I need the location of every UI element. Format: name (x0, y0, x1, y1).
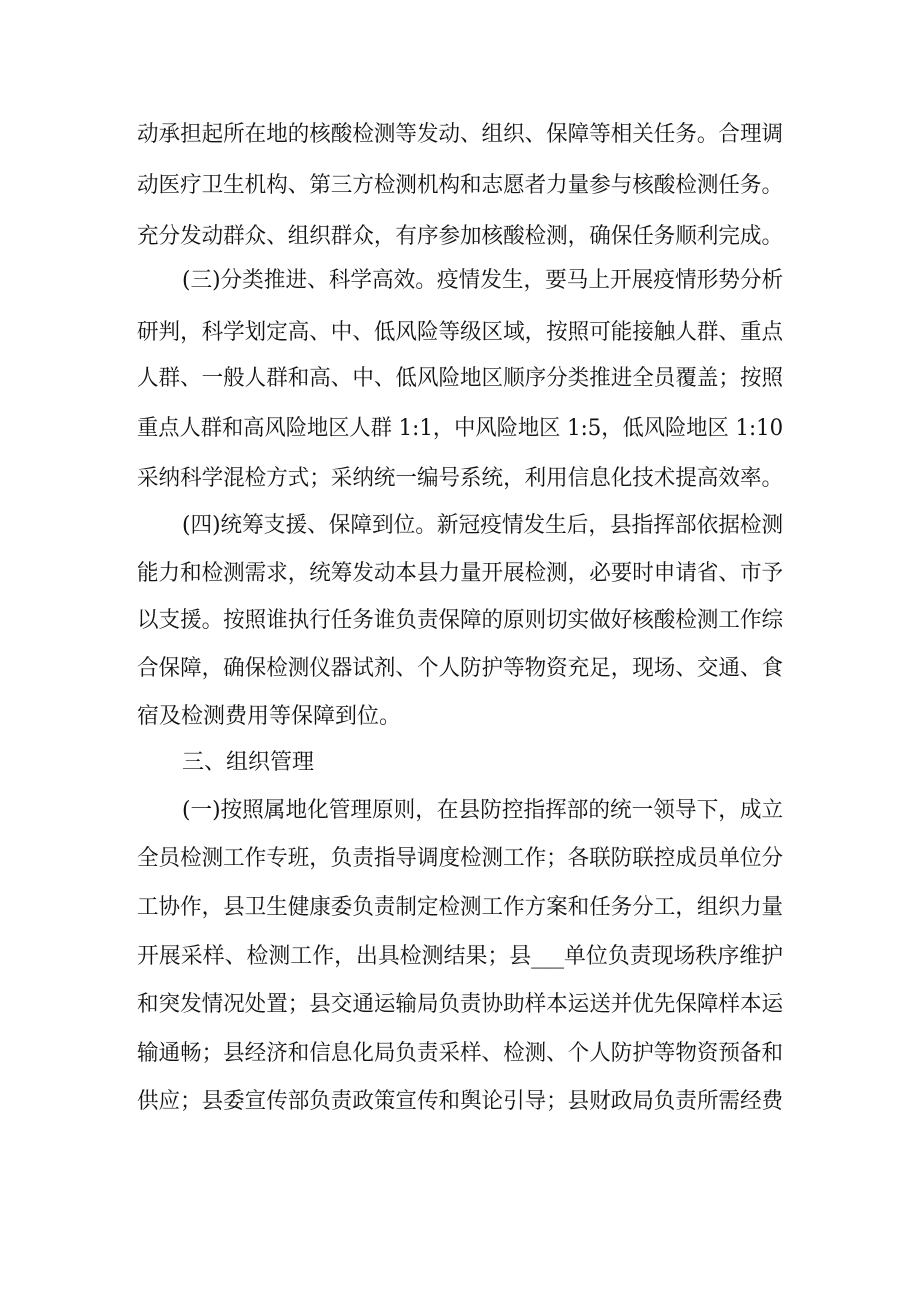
text-line: 能力和检测需求，统筹发动本县力量开展检测，必要时申请省、市予 (137, 561, 784, 586)
text-line: 研判，科学划定高、中、低风险等级区域，按照可能接触人群、重点 (137, 320, 784, 345)
section-heading: 三、组织管理 (182, 750, 315, 775)
text-line: 重点人群和高风险地区人群 1:1，中风险地区 1:5，低风险地区 1:10 (137, 416, 784, 441)
paragraph-heading: (三)分类推进、科学高效。疫情发生，要马上开展疫情形势分析 (182, 268, 784, 293)
text-line: 合保障，确保检测仪器试剂、个人防护等物资充足，现场、交通、食 (137, 656, 784, 681)
text-line: 供应；县委宣传部负责政策宣传和舆论引导；县财政局负责所需经费 (137, 1089, 784, 1114)
text-line: 采纳科学混检方式；采纳统一编号系统，利用信息化技术提高效率。 (137, 466, 784, 491)
text-line: 输通畅；县经济和信息化局负责采样、检测、个人防护等物资预备和 (137, 1041, 784, 1066)
text-line: 开展采样、检测工作，出具检测结果；县___单位负责现场秩序维护 (137, 944, 784, 969)
text-line: 动医疗卫生机构、第三方检测机构和志愿者力量参与核酸检测任务。 (137, 173, 784, 198)
text-line: 充分发动群众、组织群众，有序参加核酸检测，确保任务顺利完成。 (137, 224, 784, 249)
paragraph-heading: (一)按照属地化管理原则，在县防控指挥部的统一领导下，成立 (182, 798, 784, 823)
text-line: 工协作，县卫生健康委负责制定检测工作方案和任务分工，组织力量 (137, 895, 784, 920)
text-line: 和突发情况处置；县交通运输局负责协助样本运送并优先保障样本运 (137, 992, 784, 1017)
text-line: 人群、一般人群和高、中、低风险地区顺序分类推进全员覆盖；按照 (137, 366, 784, 391)
paragraph-heading: (四)统筹支援、保障到位。新冠疫情发生后，县指挥部依据检测 (182, 513, 784, 538)
text-line: 动承担起所在地的核酸检测等发动、组织、保障等相关任务。合理调 (137, 122, 784, 147)
text-line: 宿及检测费用等保障到位。 (137, 704, 402, 729)
text-line: 以支援。按照谁执行任务谁负责保障的原则切实做好核酸检测工作综 (137, 608, 784, 633)
text-line: 全员检测工作专班，负责指导调度检测工作；各联防联控成员单位分 (137, 846, 784, 871)
